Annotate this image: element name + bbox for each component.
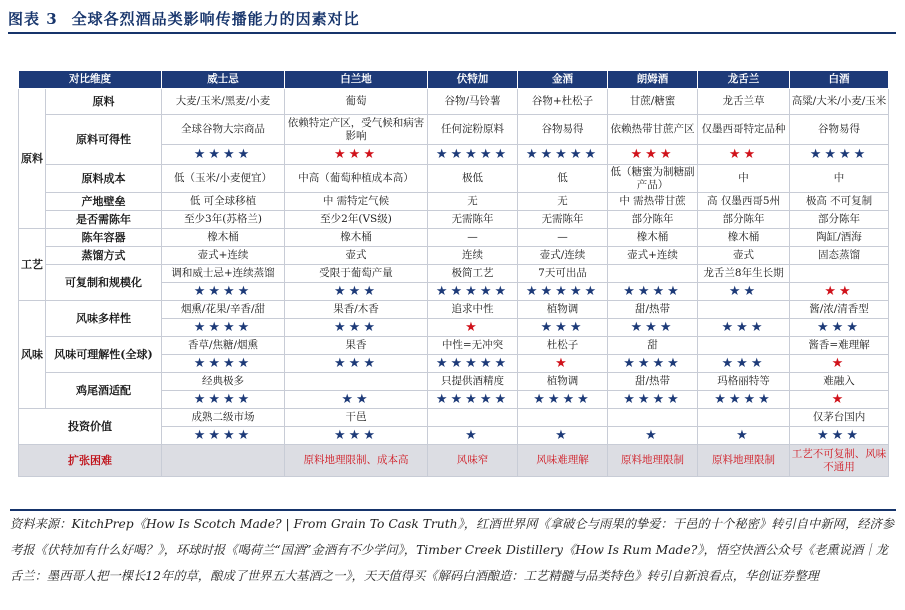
cell: 壶式 <box>698 247 790 265</box>
cell: 中高（葡萄种植成本高） <box>285 165 428 193</box>
cell: 经典极多 <box>162 373 285 391</box>
cell: 橡木桶 <box>285 229 428 247</box>
star-rating: ★★★ <box>608 319 698 337</box>
cell: 7天可出品 <box>518 265 608 283</box>
cell: 追求中性 <box>428 301 518 319</box>
star-rating: ★ <box>790 355 889 373</box>
cell: 甜 <box>608 337 698 355</box>
cell <box>518 409 608 427</box>
table-row <box>19 301 889 319</box>
dim-label: 原料 <box>46 89 162 115</box>
star-rating: ★★★★★ <box>428 391 518 409</box>
cell <box>285 373 428 391</box>
cell: — <box>518 229 608 247</box>
table-row <box>19 265 889 283</box>
dim-label: 风味多样性 <box>46 301 162 337</box>
cell: 龙舌兰草 <box>698 89 790 115</box>
star-rating: ★★★★ <box>790 145 889 165</box>
table-row <box>19 115 889 145</box>
cell: 中 <box>698 165 790 193</box>
dim-label: 原料可得性 <box>46 115 162 165</box>
cell: 依赖特定产区，受气候和病害影响 <box>285 115 428 145</box>
cell <box>162 445 285 477</box>
star-rating: ★ <box>428 427 518 445</box>
cell <box>790 265 889 283</box>
table-row <box>19 211 889 229</box>
cell: 谷物/马铃薯 <box>428 89 518 115</box>
header-whisky: 威士忌 <box>162 71 285 89</box>
star-rating: ★★★★ <box>162 391 285 409</box>
header-tequila: 龙舌兰 <box>698 71 790 89</box>
table-row <box>19 337 889 355</box>
star-rating: ★★★ <box>285 145 428 165</box>
star-rating: ★ <box>518 427 608 445</box>
cell: 原料地理限制、成本高 <box>285 445 428 477</box>
cell <box>698 301 790 319</box>
star-rating: ★★★★ <box>162 319 285 337</box>
star-rating: ★★★★★ <box>428 355 518 373</box>
star-rating: ★★ <box>698 145 790 165</box>
header-rum: 朗姆酒 <box>608 71 698 89</box>
cell: 酱香=难理解 <box>790 337 889 355</box>
cell: 难融入 <box>790 373 889 391</box>
cell: 中 <box>790 165 889 193</box>
cell: 极简工艺 <box>428 265 518 283</box>
cell: 依赖热带甘蔗产区 <box>608 115 698 145</box>
cell: 部分陈年 <box>790 211 889 229</box>
cell: 低 <box>518 165 608 193</box>
cell: 中性=无冲突 <box>428 337 518 355</box>
cell: 谷物+杜松子 <box>518 89 608 115</box>
cell <box>428 409 518 427</box>
cell: 无需陈年 <box>428 211 518 229</box>
cell: 固态蒸馏 <box>790 247 889 265</box>
cell: 葡萄 <box>285 89 428 115</box>
header-dimension: 对比维度 <box>19 71 162 89</box>
cell: 甘蔗/糖蜜 <box>608 89 698 115</box>
star-rating: ★ <box>608 427 698 445</box>
cell: 无需陈年 <box>518 211 608 229</box>
figure-label: 图表 3 <box>8 9 58 28</box>
cell: 低（玉米/小麦便宜） <box>162 165 285 193</box>
header-vodka: 伏特加 <box>428 71 518 89</box>
cell: 橡木桶 <box>162 229 285 247</box>
table-row <box>19 229 889 247</box>
cell: 无 <box>518 193 608 211</box>
cell: 大麦/玉米/黑麦/小麦 <box>162 89 285 115</box>
table-row <box>19 445 889 477</box>
cell: 原料地理限制 <box>608 445 698 477</box>
header-brandy: 白兰地 <box>285 71 428 89</box>
star-rating: ★★★ <box>698 355 790 373</box>
star-rating: ★★★★ <box>162 355 285 373</box>
group-raw-material: 原料 <box>19 89 46 229</box>
cell: 仅墨西哥特定品种 <box>698 115 790 145</box>
cell: 连续 <box>428 247 518 265</box>
dim-label: 扩张困难 <box>19 445 162 477</box>
group-flavor: 风味 <box>19 301 46 409</box>
cell: 低（糖蜜为制糖副产品） <box>608 165 698 193</box>
cell: 壶式+连续 <box>608 247 698 265</box>
cell: 风味难理解 <box>518 445 608 477</box>
table-row <box>19 165 889 193</box>
cell: 植物调 <box>518 301 608 319</box>
cell: 无 <box>428 193 518 211</box>
cell <box>698 409 790 427</box>
cell <box>698 337 790 355</box>
dim-label: 是否需陈年 <box>46 211 162 229</box>
dim-label: 风味可理解性(全球) <box>46 337 162 373</box>
star-rating: ★★★★★ <box>518 283 608 301</box>
star-rating: ★★ <box>285 391 428 409</box>
cell: 低 可全球移植 <box>162 193 285 211</box>
table-row <box>19 89 889 115</box>
star-rating: ★★★★ <box>162 145 285 165</box>
cell: 部分陈年 <box>608 211 698 229</box>
cell: 果香 <box>285 337 428 355</box>
cell: 烟熏/花果/辛香/甜 <box>162 301 285 319</box>
dim-label: 产地壁垒 <box>46 193 162 211</box>
header-row <box>19 71 889 89</box>
cell: 高粱/大米/小麦/玉米 <box>790 89 889 115</box>
cell: 只提供酒精度 <box>428 373 518 391</box>
dim-label: 鸡尾酒适配 <box>46 373 162 409</box>
cell: 甜/热带 <box>608 373 698 391</box>
star-rating: ★★★★★ <box>428 145 518 165</box>
cell: 中 需特定气候 <box>285 193 428 211</box>
group-craft: 工艺 <box>19 229 46 301</box>
star-rating: ★★ <box>790 283 889 301</box>
cell: 玛格丽特等 <box>698 373 790 391</box>
cell: 香草/焦糖/烟熏 <box>162 337 285 355</box>
cell: — <box>428 229 518 247</box>
dim-label: 可复制和规模化 <box>46 265 162 301</box>
star-rating: ★★★★ <box>162 283 285 301</box>
table-row <box>19 193 889 211</box>
dim-label: 陈年容器 <box>46 229 162 247</box>
cell: 谷物易得 <box>790 115 889 145</box>
cell: 龙舌兰8年生长期 <box>698 265 790 283</box>
header-baijiu: 白酒 <box>790 71 889 89</box>
star-rating: ★★★★ <box>608 391 698 409</box>
cell: 壶式+连续 <box>162 247 285 265</box>
cell: 极高 不可复制 <box>790 193 889 211</box>
star-rating: ★★★★ <box>518 391 608 409</box>
cell: 酱/浓/清香型 <box>790 301 889 319</box>
cell: 陶缸/酒海 <box>790 229 889 247</box>
star-rating: ★★★ <box>790 319 889 337</box>
cell: 植物调 <box>518 373 608 391</box>
star-rating: ★ <box>790 391 889 409</box>
star-rating: ★★★★ <box>698 391 790 409</box>
cell: 成熟二级市场 <box>162 409 285 427</box>
table-row <box>19 247 889 265</box>
star-rating: ★★★ <box>608 145 698 165</box>
cell: 任何淀粉原料 <box>428 115 518 145</box>
star-rating: ★★★ <box>790 427 889 445</box>
star-rating: ★★★ <box>285 319 428 337</box>
star-rating: ★★★★ <box>162 427 285 445</box>
star-rating: ★★★★ <box>608 283 698 301</box>
table-row <box>19 409 889 427</box>
cell: 杜松子 <box>518 337 608 355</box>
cell: 干邑 <box>285 409 428 427</box>
cell: 谷物易得 <box>518 115 608 145</box>
star-rating: ★★★★ <box>608 355 698 373</box>
cell: 工艺不可复制、风味不通用 <box>790 445 889 477</box>
cell: 果香/木香 <box>285 301 428 319</box>
cell: 风味窄 <box>428 445 518 477</box>
cell: 壶式 <box>285 247 428 265</box>
cell: 橡木桶 <box>698 229 790 247</box>
dim-label: 蒸馏方式 <box>46 247 162 265</box>
cell: 部分陈年 <box>698 211 790 229</box>
star-rating: ★ <box>698 427 790 445</box>
cell: 高 仅墨西哥5州 <box>698 193 790 211</box>
source-note: 资料来源：KitchPrep《How Is Scotch Made? | From Grain To Cask Truth》，红酒世界网《拿破仑与雨果的挚爱：干邑的十个秘密》转引自中新网，经济参考报《伏特加有什么好喝？》，环球时报《喝荷兰“国酒”金酒有不少学问》，Timber Creek Distillery《How Is Rum Made?》，悟空快酒公众号《老熏说酒｜龙舌兰：墨西哥人把一棵长12年的草，酿成了世界五大基酒之一》，天天值得买《解码白酒酿造：工艺精髓与品类特色》转引自新浪看点，华创证券整理 <box>10 509 896 589</box>
star-rating: ★ <box>428 319 518 337</box>
cell: 至少3年(苏格兰) <box>162 211 285 229</box>
cell: 中 需热带甘蔗 <box>608 193 698 211</box>
cell: 仅茅台国内 <box>790 409 889 427</box>
dim-label: 投资价值 <box>19 409 162 445</box>
star-rating: ★★★★★ <box>428 283 518 301</box>
comparison-table <box>18 70 889 477</box>
table-row <box>19 373 889 391</box>
header-gin: 金酒 <box>518 71 608 89</box>
cell <box>608 409 698 427</box>
star-rating: ★★★ <box>285 427 428 445</box>
cell: 至少2年(VS级) <box>285 211 428 229</box>
cell: 受限于葡萄产量 <box>285 265 428 283</box>
star-rating: ★★★ <box>698 319 790 337</box>
star-rating: ★★ <box>698 283 790 301</box>
figure-title: 全球各烈酒品类影响传播能力的因素对比 <box>71 9 360 28</box>
cell <box>608 265 698 283</box>
star-rating: ★★★ <box>285 283 428 301</box>
dim-label: 原料成本 <box>46 165 162 193</box>
cell: 甜/热带 <box>608 301 698 319</box>
cell: 原料地理限制 <box>698 445 790 477</box>
star-rating: ★ <box>518 355 608 373</box>
cell: 调和威士忌+连续蒸馏 <box>162 265 285 283</box>
figure-title-bar <box>8 4 896 34</box>
star-rating: ★★★ <box>518 319 608 337</box>
star-rating: ★★★★★ <box>518 145 608 165</box>
cell: 橡木桶 <box>608 229 698 247</box>
cell: 全球谷物大宗商品 <box>162 115 285 145</box>
cell: 壶式/连续 <box>518 247 608 265</box>
star-rating: ★★★ <box>285 355 428 373</box>
cell: 极低 <box>428 165 518 193</box>
